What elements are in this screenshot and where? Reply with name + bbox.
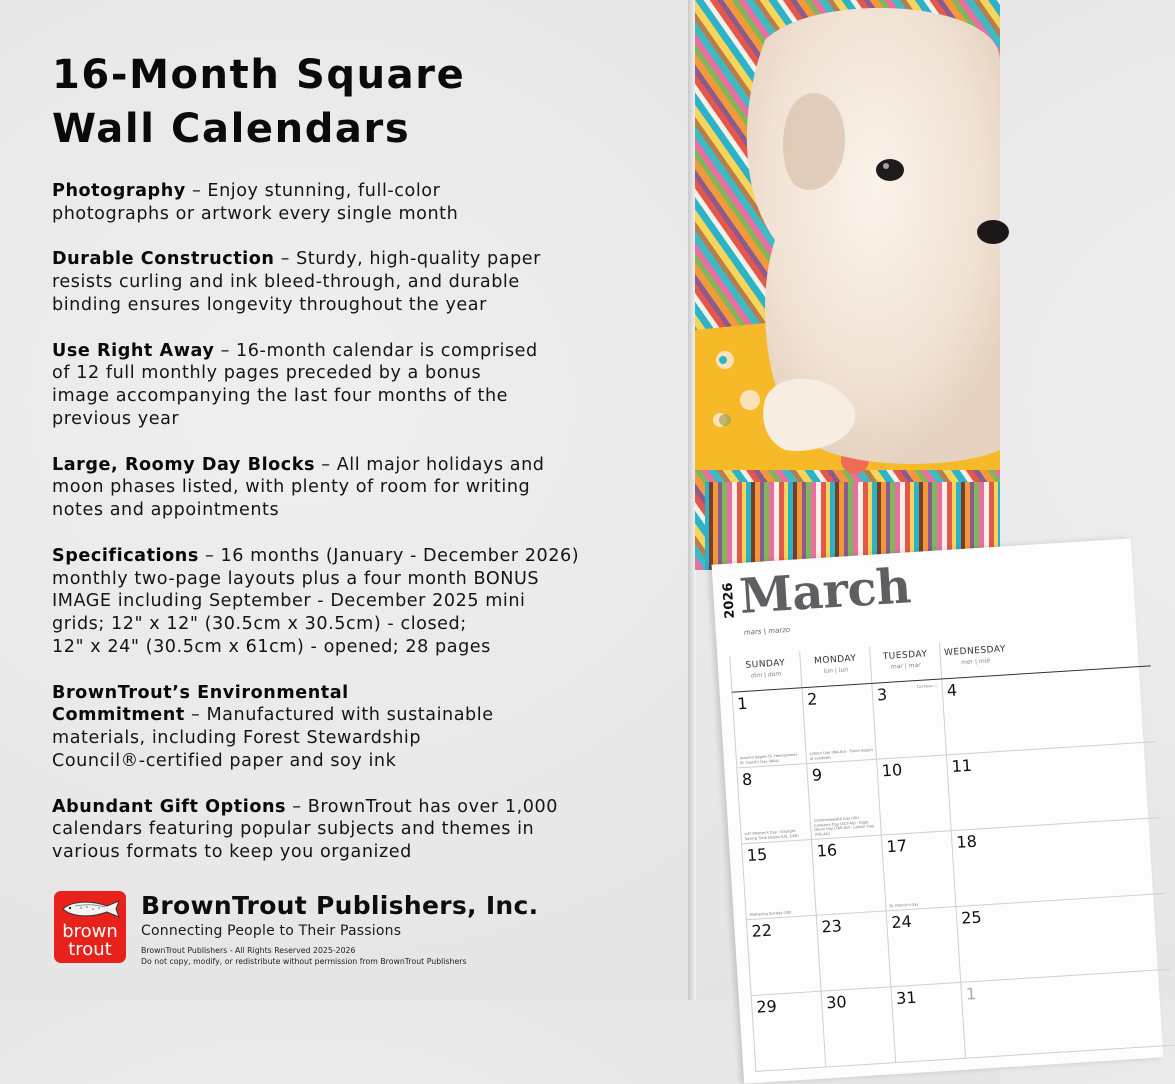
feature-line: notes and appointments xyxy=(52,500,280,521)
feature-line: Commitment – Manufactured with sustainable xyxy=(52,705,494,726)
title-line: 16-Month Square xyxy=(52,52,466,98)
feature-item xyxy=(52,454,692,522)
weekday-name: MONDAY xyxy=(813,653,857,667)
weekday-wednesday xyxy=(939,638,1011,678)
weekday-sunday xyxy=(729,651,801,691)
feature-item xyxy=(52,682,692,773)
day-cell xyxy=(816,911,891,991)
feature-heading: Durable Construction xyxy=(52,249,275,270)
legal-notice xyxy=(141,946,467,967)
logo-word: trout xyxy=(68,939,112,960)
moon-phase-icon: Full Moon ○ xyxy=(916,683,938,690)
day-cell xyxy=(960,979,1035,1059)
feature-line: Photography – Enjoy stunning, full-color xyxy=(52,181,441,201)
feature-item xyxy=(52,545,692,659)
weekday-tuesday xyxy=(869,643,941,683)
feature-line: binding ensures longevity throughout the year xyxy=(52,294,487,315)
day-cell xyxy=(871,680,946,760)
day-number: 29 xyxy=(755,996,778,1017)
weekday-name: SUNDAY xyxy=(745,658,786,671)
logo-word: brown xyxy=(62,921,118,942)
day-cell xyxy=(811,836,886,916)
day-cell xyxy=(821,987,896,1067)
publisher-tagline: Connecting People to Their Passions xyxy=(141,923,402,939)
day-number: 2 xyxy=(806,689,818,709)
day-number: 1 xyxy=(736,693,749,714)
holiday-note: Int'l Women's Day · Daylight Saving Time begins (US, CAN) xyxy=(744,829,799,841)
day-number: 24 xyxy=(890,911,913,933)
day-number: 16 xyxy=(816,840,838,861)
weekday-name: WEDNESDAY xyxy=(943,644,1007,659)
feature-line: moon phases listed, with plenty of room for writing xyxy=(52,477,531,498)
weekday-monday xyxy=(799,647,871,687)
feature-heading: Photography xyxy=(52,181,186,201)
feature-line: materials, including Forest Stewardship xyxy=(52,728,422,749)
holiday-note: Labour Day (WA-AU) · Purim begins at sundown xyxy=(809,748,874,761)
day-cell xyxy=(801,684,876,764)
day-number: 23 xyxy=(820,916,843,937)
day-cell xyxy=(881,831,956,911)
puppy-photo xyxy=(695,0,1000,570)
weekday-translation: dim | dom xyxy=(750,670,782,680)
holiday-note: Commonwealth Day (UK) · Canberra Day (ACT-AU) · Eight Hours Day (TAS-AU) · Labour Day (VIC-AU) xyxy=(813,816,875,837)
day-number: 22 xyxy=(751,920,773,941)
day-cell xyxy=(751,992,826,1072)
day-number: 18 xyxy=(955,831,978,852)
feature-line: Use Right Away – 16-month calendar is comprised xyxy=(52,340,538,361)
day-number: 10 xyxy=(881,760,903,781)
day-number: 17 xyxy=(885,836,908,857)
feature-line xyxy=(52,682,692,705)
feature-line: 12" x 24" (30.5cm x 61cm) - opened; 28 pages xyxy=(52,636,491,657)
feature-heading: Abundant Gift Options xyxy=(52,796,287,817)
feature-line: Specifications – 16 months (January - December 2026) xyxy=(52,545,580,566)
weekday-translation: mar | mar xyxy=(890,661,921,671)
day-number: 3 xyxy=(876,684,888,705)
browntrout-logo xyxy=(54,891,126,963)
feature-line: various formats to keep you organized xyxy=(52,842,412,863)
day-cell xyxy=(941,675,1016,755)
feature-line: calendars featuring popular subjects and themes in xyxy=(52,819,535,840)
feature-line: Large, Roomy Day Blocks – All major holidays and xyxy=(52,454,545,475)
feature-line: image accompanying the last four months of the xyxy=(52,386,509,407)
feature-line: photographs or artwork every single month xyxy=(52,203,459,224)
day-cell xyxy=(736,764,811,844)
day-number: 8 xyxy=(741,769,753,790)
title-line: Wall Calendars xyxy=(52,106,411,152)
feature-line: monthly two-page layouts plus a four month BONUS xyxy=(52,568,540,589)
day-number: 4 xyxy=(946,680,958,701)
calendar-grid xyxy=(732,665,1175,1072)
calendar-year: 2026 xyxy=(720,582,738,620)
day-number: 31 xyxy=(895,987,918,1008)
feature-item xyxy=(52,796,692,864)
calendar-month-translation: mars | marzo xyxy=(743,625,791,637)
feature-line: Abundant Gift Options – BrownTrout has over 1,000 xyxy=(52,796,558,817)
day-cell xyxy=(890,983,965,1063)
weekday-translation: lun | lun xyxy=(823,666,849,675)
puppy-image xyxy=(695,0,1000,570)
day-cell xyxy=(876,755,951,835)
feature-list xyxy=(52,180,692,864)
feature-heading: Specifications xyxy=(52,545,199,566)
feature-line: previous year xyxy=(52,408,180,429)
feature-line: resists curling and ink bleed-through, and durable xyxy=(52,272,520,293)
day-number: 1 xyxy=(965,983,977,1004)
weekday-name: TUESDAY xyxy=(882,649,928,663)
feature-heading: Use Right Away xyxy=(52,340,215,361)
legal-line: BrownTrout Publishers - All Rights Reserved 2025-2026 xyxy=(141,946,356,955)
feature-item xyxy=(52,180,692,226)
feature-line: of 12 full monthly pages preceded by a bonus xyxy=(52,363,482,384)
feature-heading: Commitment xyxy=(52,705,185,726)
day-cell xyxy=(946,751,1021,831)
holiday-note: Autumn begins (S. Hemisphere) · St. David's Day (WAL) xyxy=(739,752,800,765)
feature-line: grids; 12" x 12" (30.5cm x 30.5cm) - closed; xyxy=(52,614,467,635)
day-cell xyxy=(732,688,807,768)
legal-line: Do not copy, modify, or redistribute without permission from BrownTrout Publishers xyxy=(141,956,467,966)
feature-heading: Large, Roomy Day Blocks xyxy=(52,454,316,475)
day-cell xyxy=(956,903,1031,983)
product-description xyxy=(52,48,692,887)
feature-item xyxy=(52,340,692,431)
weekday-translation: mer | mié xyxy=(960,657,991,667)
calendar-month: March xyxy=(737,558,913,625)
trout-fish-icon xyxy=(61,898,121,920)
day-number: 11 xyxy=(951,755,973,777)
day-number: 15 xyxy=(746,844,768,866)
day-cell xyxy=(806,760,881,840)
feature-item xyxy=(52,248,692,316)
day-cell xyxy=(746,916,821,996)
feature-line: Durable Construction – Sturdy, high-quality paper xyxy=(52,249,541,270)
day-number: 30 xyxy=(825,992,848,1013)
publisher-footer xyxy=(54,891,539,971)
feature-heading: BrownTrout’s Environmental xyxy=(52,682,349,703)
day-number: 9 xyxy=(811,765,823,785)
day-cell xyxy=(886,907,961,987)
publisher-name: BrownTrout Publishers, Inc. xyxy=(141,891,539,920)
feature-line: IMAGE including September - December 2025 mini xyxy=(52,591,526,612)
day-number: 25 xyxy=(960,907,983,928)
holiday-note: Mothering Sunday (UK) xyxy=(749,909,792,917)
page-title xyxy=(52,48,692,156)
feature-line: Council®-certified paper and soy ink xyxy=(52,750,397,771)
calendar-page xyxy=(712,538,1164,1083)
day-cell xyxy=(951,827,1026,907)
day-cell xyxy=(741,840,816,920)
holiday-note: St. Patrick's Day xyxy=(889,901,919,908)
